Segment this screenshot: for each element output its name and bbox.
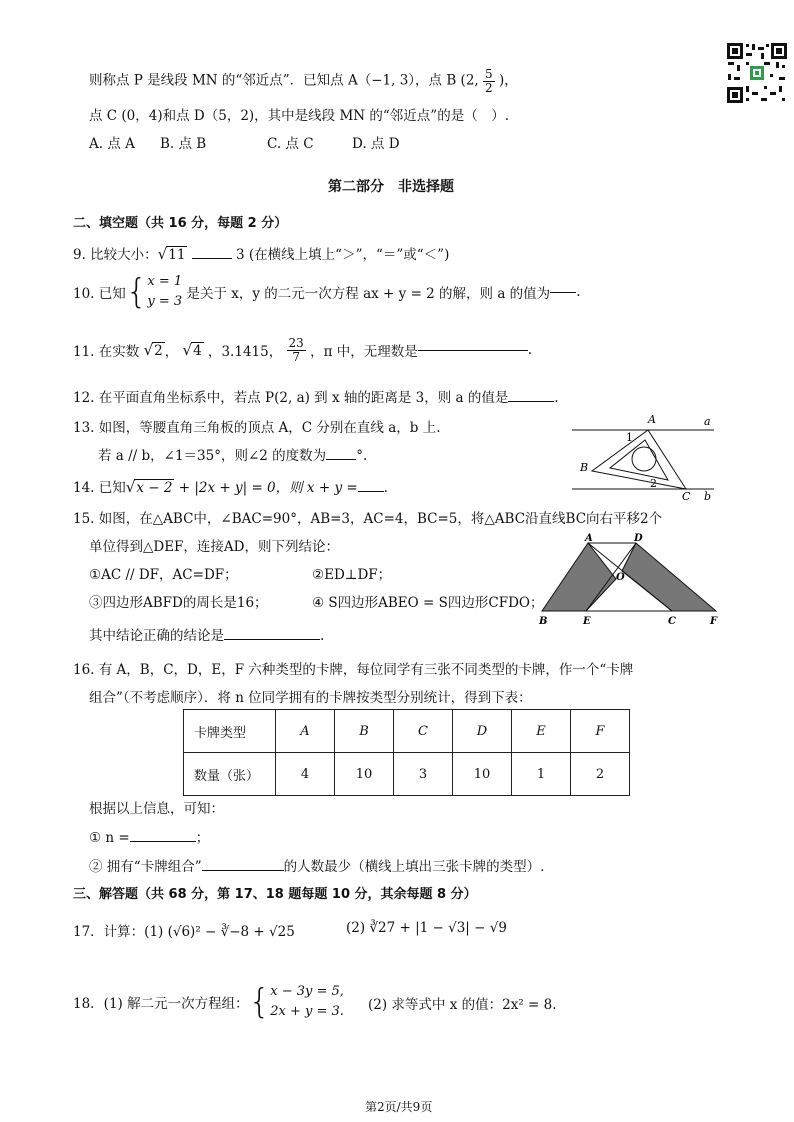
question-10: 10. 已知{x = 1 y = 3 是关于 x，y 的二元一次方程 ax + y = 2 的解，则 a 的值为 . xyxy=(73,272,581,312)
option-d: D. 点 D xyxy=(352,136,400,152)
question-16-part-2: ② 拥有“卡牌组合” 的人数最少（横线上填出三张卡牌的类型）. xyxy=(89,859,545,875)
figure-13-triangle xyxy=(568,410,718,502)
question-15-answer: 其中结论正确的结论是 . xyxy=(89,628,325,644)
question-15-conclusion-2: ②ED⊥DF； xyxy=(312,567,392,583)
question-11: 11. 在实数 √2 ， √4 ，3.1415， $\frac{23}{7}$ ，π 中，无理数是 . xyxy=(73,336,533,364)
table-header-cell: B xyxy=(335,710,394,753)
fill-heading: 二、填空题（共 16 分，每题 2 分） xyxy=(73,216,288,231)
question-14: 14. 已知√x − 2 + |2x + y| = 0，则 x + y = . xyxy=(73,478,388,496)
label-b-point: B xyxy=(580,461,589,474)
question-18-part-2: (2) 求等式中 x 的值：2x² = 8. xyxy=(368,997,557,1013)
question-16-line-2: 组合”（不考虑顺序）．将 n 位同学拥有的卡牌按类型分别统计，得到下表： xyxy=(89,690,532,706)
intro-line-1: 则称点 P 是线段 MN 的“邻近点”．已知点 A（−1, 3），点 B (2, $\frac{5}{2}$ )， xyxy=(89,67,518,95)
label-a-point: A xyxy=(648,413,656,426)
solve-heading: 三、解答题（共 68 分，第 17、18 题每题 10 分，其余每题 8 分） xyxy=(73,887,477,902)
label-fig15-d: D xyxy=(634,533,643,544)
option-a: A. 点 A xyxy=(89,136,135,152)
question-15-conclusion-1: ①AC // DF，AC=DF； xyxy=(89,567,238,583)
question-15-conclusion-3: ③四边形ABFD的周长是16； xyxy=(89,595,268,611)
question-16-part-1: ① n = ； xyxy=(89,830,210,846)
figure-15-translation xyxy=(530,533,726,627)
label-line-a: a xyxy=(704,415,711,428)
question-15-conclusion-4: ④ S四边形ABEO = S四边形CFDO； xyxy=(312,595,544,611)
section-title: 第二部分 非选择题 xyxy=(328,179,454,195)
table-cell: 10 xyxy=(453,753,512,796)
card-count-table xyxy=(183,709,630,796)
table-cell: 10 xyxy=(335,753,394,796)
label-fig15-b: B xyxy=(539,616,548,627)
question-13-line-2: 若 a // b，∠1＝35°，则∠2 的度数为 °. xyxy=(98,448,368,464)
question-15-line-1: 15. 如图，在△ABC中，∠BAC=90°，AB=3，AC=4，BC=5，将△ABC沿直线BC向右平移2个 xyxy=(73,511,663,527)
label-line-b: b xyxy=(704,490,712,502)
table-cell: 2 xyxy=(571,753,630,796)
question-16-line-1: 16. 有 A，B，C，D，E，F 六种类型的卡牌，每位同学有三张不同类型的卡牌，作一个“卡牌 xyxy=(73,662,634,678)
label-fig15-o: O xyxy=(616,572,625,583)
question-9: 9. 比较大小：√11 3 (在横线上填上“＞”，“＝”或“＜”) xyxy=(73,245,450,263)
table-header-cell: 卡牌类型 xyxy=(184,710,276,753)
page-number: 第2页/共9页 xyxy=(365,1100,433,1114)
label-fig15-a: A xyxy=(585,533,593,544)
intro-line-2: 点 C (0，4)和点 D（5，2)，其中是线段 MN 的“邻近点”的是（ ）. xyxy=(89,108,509,124)
table-cell: 3 xyxy=(394,753,453,796)
option-c: C. 点 C xyxy=(267,136,314,152)
label-angle-1: 1 xyxy=(626,431,633,444)
question-16-info: 根据以上信息，可知： xyxy=(89,801,224,817)
label-fig15-c: C xyxy=(668,616,676,627)
question-13-line-1: 13. 如图，等腰直角三角板的顶点 A，C 分别在直线 a，b 上. xyxy=(73,420,441,436)
table-header-cell: F xyxy=(571,710,630,753)
table-cell: 数量（张） xyxy=(184,753,276,796)
table-row xyxy=(184,753,630,796)
label-fig15-f: F xyxy=(710,616,718,627)
fraction-five-halves: $\frac{5}{2}$ xyxy=(485,67,493,95)
option-b: B. 点 B xyxy=(160,136,207,152)
table-header-cell: E xyxy=(512,710,571,753)
table-row xyxy=(184,710,630,753)
label-angle-2: 2 xyxy=(650,477,657,490)
table-cell: 1 xyxy=(512,753,571,796)
question-17-part-1: 17．计算：(1) (√6)² − ∛−8 + √25 xyxy=(73,924,295,940)
table-header-cell: C xyxy=(394,710,453,753)
table-header-cell: A xyxy=(276,710,335,753)
label-fig15-e: E xyxy=(583,616,591,627)
table-header-cell: D xyxy=(453,710,512,753)
table-cell: 4 xyxy=(276,753,335,796)
question-17-part-2: (2) ∛27 + |1 − √3| − √9 xyxy=(346,920,507,936)
question-18-part-1: 18．(1) 解二元一次方程组：{x − 3y = 5, 2x + y = 3. xyxy=(73,982,344,1022)
label-c-point: C xyxy=(682,490,691,502)
question-12: 12. 在平面直角坐标系中，若点 P(2, a) 到 x 轴的距离是 3，则 a 的值是 . xyxy=(73,390,559,406)
qr-code xyxy=(726,42,788,104)
question-15-line-2: 单位得到△DEF，连接AD，则下列结论： xyxy=(89,539,340,555)
